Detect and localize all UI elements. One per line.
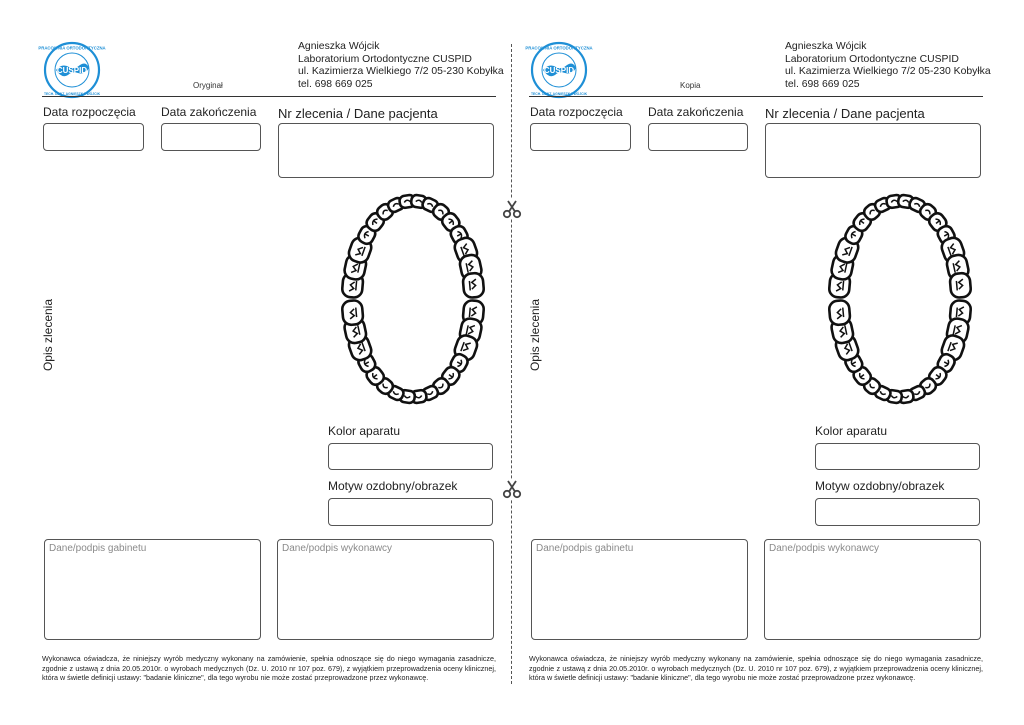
start-date-field[interactable] [530,123,631,151]
header-divider [42,96,496,97]
motif-field[interactable] [328,498,493,526]
tooth[interactable] [949,273,971,299]
svg-text:PRACOWNIA ORTODONTYCZNA: PRACOWNIA ORTODONTYCZNA [38,45,106,51]
tooth-chart-icon[interactable] [330,184,496,414]
lab-phone: tel. 698 669 025 [298,78,373,90]
variant-label: Kopia [680,81,701,90]
color-label: Kolor aparatu [815,424,888,438]
end-date-field[interactable] [648,123,748,151]
lab-name: Laboratorium Ortodontyczne CUSPID [298,53,472,65]
clinic-signature-field[interactable] [44,539,261,640]
end-date-field[interactable] [161,123,261,151]
scissors-icon [501,199,523,219]
motif-field[interactable] [815,498,980,526]
color-field[interactable] [328,443,493,470]
order-label: Nr zlecenia / Dane pacjenta [278,106,438,121]
lab-name: Laboratorium Ortodontyczne CUSPID [785,53,959,65]
lab-phone: tel. 698 669 025 [785,78,860,90]
svg-text:CUSPID: CUSPID [56,66,88,75]
order-field[interactable] [278,123,494,178]
lab-address: ul. Kazimierza Wielkiego 7/2 05-230 Kobyłka [298,66,504,78]
order-label: Nr zlecenia / Dane pacjenta [765,106,925,121]
start-date-field[interactable] [43,123,144,151]
svg-text:TECH. DENT. AGNIESZKA WÓJCIK: TECH. DENT. AGNIESZKA WÓJCIK [530,92,588,96]
variant-label: Oryginał [193,81,223,90]
maker-signature-field[interactable] [764,539,981,640]
svg-text:TECH. DENT. AGNIESZKA WÓJCIK: TECH. DENT. AGNIESZKA WÓJCIK [43,92,101,96]
legal-disclaimer: Wykonawca oświadcza, że niniejszy wyrób medyczny wykonany na zamówienie, spełnia odnoszące się do niego wymagania zasadnicze, zgodnie z ustawą z dnia 20.05.2010r. o wyrobach medycznych (Dz. U. 2010 nr 107 poz. 679), z wyjątkiem przeprowadzenia oceny klinicznej, która w świetle definicji ustawy: "badanie kliniczne", dla tego wyrobu nie może zostać przeprowadzone przez wykonawcę. [529,654,983,683]
lab-address: ul. Kazimierza Wielkiego 7/2 05-230 Kobyłka [785,66,991,78]
end-date-label: Data zakończenia [161,105,257,119]
start-date-label: Data rozpoczęcia [530,105,623,119]
clinic-signature-field[interactable] [531,539,748,640]
svg-text:CUSPID: CUSPID [543,66,575,75]
tooth[interactable] [829,300,851,326]
motif-label: Motyw ozdobny/obrazek [328,479,458,493]
lab-header [298,41,504,91]
legal-disclaimer: Wykonawca oświadcza, że niniejszy wyrób medyczny wykonany na zamówienie, spełnia odnoszące się do niego wymagania zasadnicze, zgodnie z ustawą z dnia 20.05.2010r. o wyrobach medycznych (Dz. U. 2010 nr 107 poz. 679), z wyjątkiem przeprowadzenia oceny klinicznej, która w świetle definicji ustawy: "badanie kliniczne", dla tego wyrobu nie może zostać przeprowadzone przez wykonawcę. [42,654,496,683]
svg-text:PRACOWNIA ORTODONTYCZNA: PRACOWNIA ORTODONTYCZNA [525,45,593,51]
lab-header [785,41,991,91]
form-copy [487,0,999,725]
scissors-icon [501,479,523,499]
order-field[interactable] [765,123,981,178]
maker-signature-field[interactable] [277,539,494,640]
lab-owner: Agnieszka Wójcik [298,41,380,52]
tooth[interactable] [462,273,484,299]
lab-owner: Agnieszka Wójcik [785,41,867,52]
tooth[interactable] [342,300,364,326]
description-label: Opis zlecenia [41,298,55,372]
tooth-chart-icon[interactable] [817,184,983,414]
cut-line [511,44,512,684]
end-date-label: Data zakończenia [648,105,744,119]
description-label: Opis zlecenia [528,298,542,372]
start-date-label: Data rozpoczęcia [43,105,136,119]
maker-signature-label: Dane/podpis wykonawcy [282,543,393,554]
clinic-signature-label: Dane/podpis gabinetu [536,543,634,554]
motif-label: Motyw ozdobny/obrazek [815,479,945,493]
cuspid-logo [38,40,106,100]
maker-signature-label: Dane/podpis wykonawcy [769,543,880,554]
color-field[interactable] [815,443,980,470]
color-label: Kolor aparatu [328,424,401,438]
header-divider [529,96,983,97]
clinic-signature-label: Dane/podpis gabinetu [49,543,147,554]
cuspid-logo [525,40,593,100]
